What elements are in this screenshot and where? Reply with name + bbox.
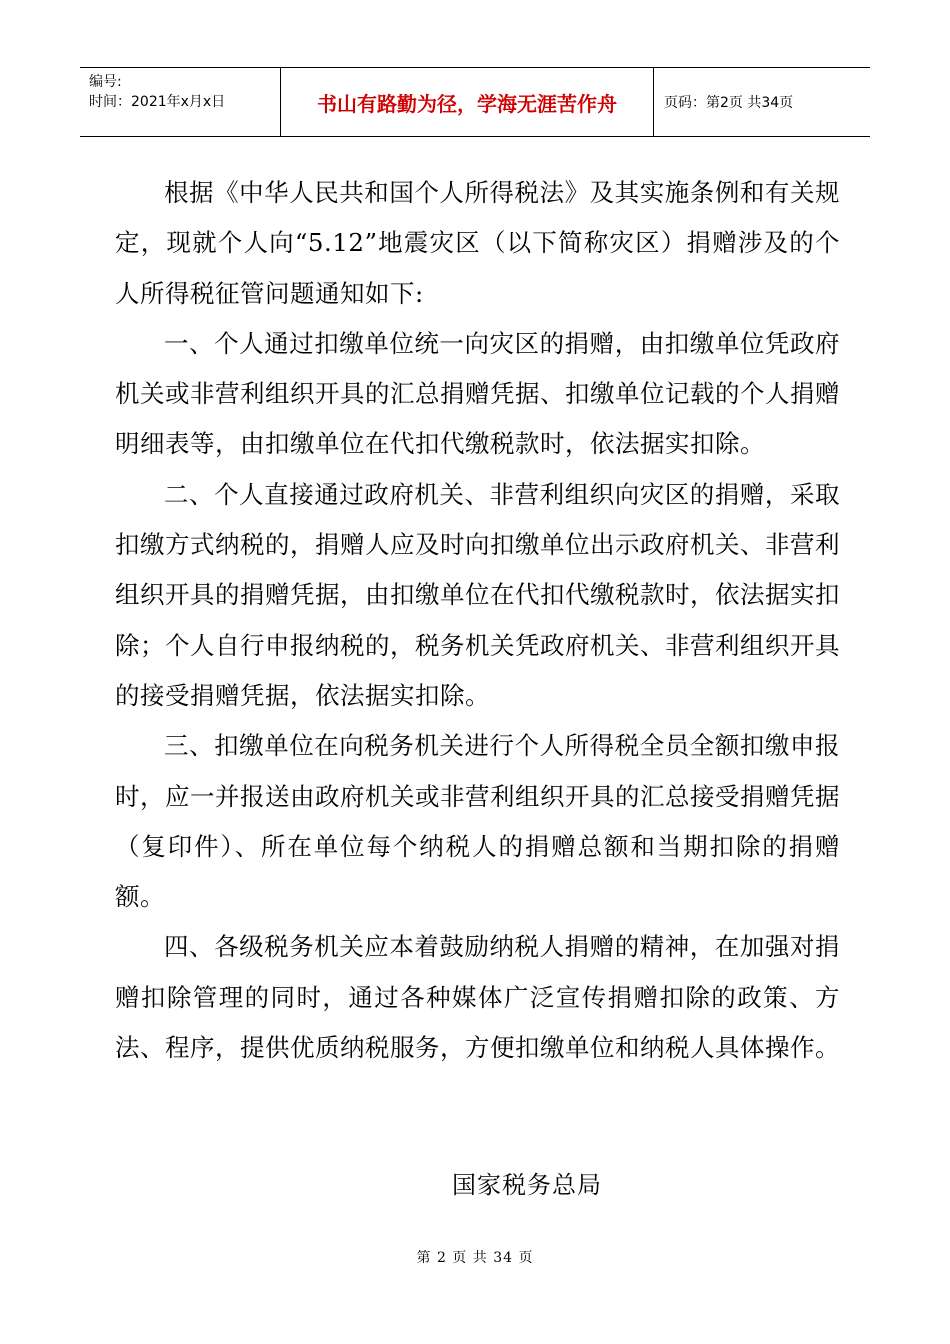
header-page-info: 页码：第2页 共34页 (664, 95, 794, 111)
paragraph-item-1: 一、个人通过扣缴单位统一向灾区的捐赠，由扣缴单位凭政府机关或非营利组织开具的汇总捐赠凭据、扣缴单位记载的个人捐赠明细表等，由扣缴单位在代扣代缴税款时，依法据实扣除。 (115, 328, 840, 459)
header-page-cell (654, 68, 870, 136)
header-motto-cell (281, 68, 654, 136)
header-meta-cell (80, 68, 281, 136)
page-footer: 第 2 页 共 34 页 (416, 1250, 534, 1266)
paragraph-item-2: 二、个人直接通过政府机关、非营利组织向灾区的捐赠，采取扣缴方式纳税的，捐赠人应及时向扣缴单位出示政府机关、非营利组织开具的捐赠凭据，由扣缴单位在代扣代缴税款时，依法据实扣除；个人自行申报纳税的，税务机关凭政府机关、非营利组织开具的接受捐赠凭据，依法据实扣除。 (115, 479, 840, 710)
paragraph-intro: 根据《中华人民共和国个人所得税法》及其实施条例和有关规定，现就个人向“5.12”地震灾区（以下简称灾区）捐赠涉及的个人所得税征管问题通知如下: (115, 178, 840, 308)
paragraph-item-3: 三、扣缴单位在向税务机关进行个人所得税全员全额扣缴申报时，应一并报送由政府机关或非营利组织开具的汇总接受捐赠凭据（复印件）、所在单位每个纳税人的捐赠总额和当期扣除的捐赠额。 (115, 731, 840, 912)
document-time-label: 时间：2021年x月x日 (89, 94, 226, 110)
signature-issuer: 国家税务总局 (452, 1171, 602, 1199)
header-table (80, 67, 870, 137)
header-motto: 书山有路勤为径，学海无涯苦作舟 (317, 91, 617, 116)
paragraph-item-4: 四、各级税务机关应本着鼓励纳税人捐赠的精神，在加强对捐赠扣除管理的同时，通过各种媒体广泛宣传捐赠扣除的政策、方法、程序，提供优质纳税服务，方便扣缴单位和纳税人具体操作。 (115, 932, 840, 1063)
document-number-label: 编号: (89, 74, 122, 90)
document-body (115, 168, 840, 1073)
